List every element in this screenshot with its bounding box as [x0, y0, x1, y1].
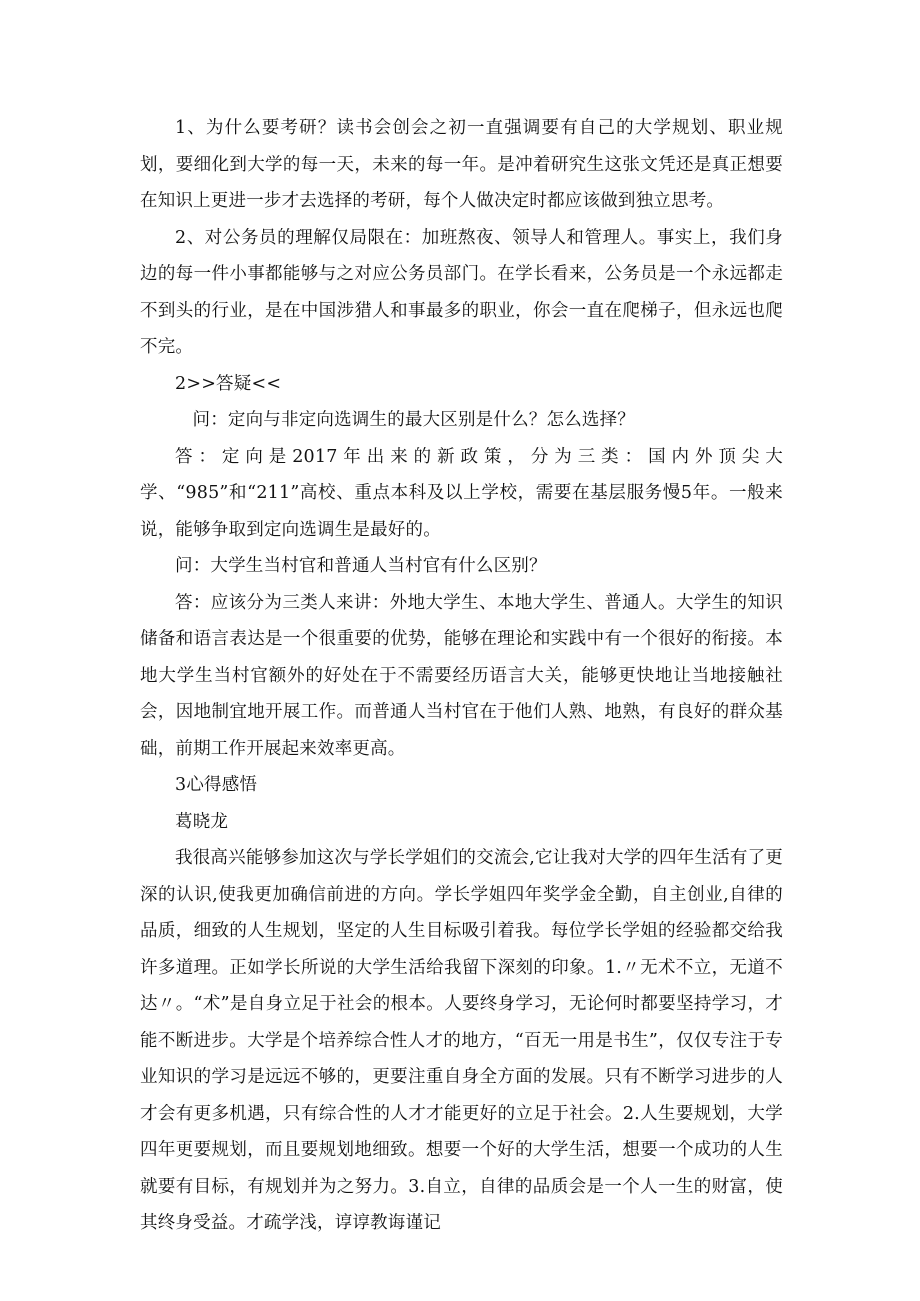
author-name: 葛晓龙 — [175, 811, 229, 832]
section-heading-dayi: 2>>答疑<< — [175, 373, 282, 394]
paragraph-kaoyan: 1、为什么要考研？读书会创会之初一直强调要有自己的大学规划、职业规划，要细化到大学的每一天，未来的每一年。是冲着研究生这张文凭还是真正想要在知识上更进一步才去选择的考研，每个人做决定时都应该做到独立思考。 — [140, 118, 783, 211]
paragraph-gongwuyuan: 2、对公务员的理解仅局限在：加班熬夜、领导人和管理人。事实上，我们身边的每一件小事都能够与之对应公务员部门。在学长看来，公务员是一个永远都走不到头的行业，是在中国涉猎人和事最多的职业，你会一直在爬梯子，但永远也爬不完。 — [140, 227, 783, 357]
answer-dingxiang: 答：定向是2017年出来的新政策，分为三类：国内外顶尖大学、“985”和“211”高校、重点本科及以上学校，需要在基层服务慢5年。一般来说，能够争取到定向选调生是最好的。 — [140, 446, 783, 540]
paragraph-xinde: 我很高兴能够参加这次与学长学姐们的交流会,它让我对大学的四年生活有了更深的认识,使我更加确信前进的方向。学长学姐四年奖学金全勤，自主创业,自律的品质，细致的人生规划，坚定的人生目标吸引着我。每位学长学姐的经验都交给我许多道理。正如学长所说的大学生活给我留下深刻的印象。1.〃无术不立，无道不达〃。“术”是自身立足于社会的根本。人要终身学习，无论何时都要坚持学习，才能不断进步。大学是个培养综合性人才的地方，“百无一用是书生”，仅仅专注于专业知识的学习是远远不够的，更要注重自身全方面的发展。只有不断学习进步的人才会有更多机遇，只有综合性的人才才能更好的立足于社会。2.人生要规划，大学四年更要规划，而且要规划地细致。想要一个好的大学生活，想要一个成功的人生就要有目标，有规划并为之努力。3.自立，自律的品质会是一个人一生的财富，使其终身受益。才疏学浅，谆谆教诲谨记 — [140, 848, 783, 1233]
question-dingxiang: 问：定向与非定向选调生的最大区别是什么？怎么选择？ — [192, 410, 635, 430]
document-body — [140, 110, 783, 1242]
section-heading-xinde: 3心得感悟 — [175, 775, 258, 795]
answer-cunguan: 答：应该分为三类人来讲：外地大学生、本地大学生、普通人。大学生的知识储备和语言表达是一个很重要的优势，能够在理论和实践中有一个很好的衔接。本地大学生当村官额外的好处在于不需要经历语言大关，能够更快地让当地接触社会，因地制宜地开展工作。而普通人当村官在于他们人熟、地熟，有良好的群众基础，前期工作开展起来效率更高。 — [140, 592, 783, 759]
question-cunguan: 问：大学生当村官和普通人当村官有什么区别？ — [175, 556, 547, 576]
